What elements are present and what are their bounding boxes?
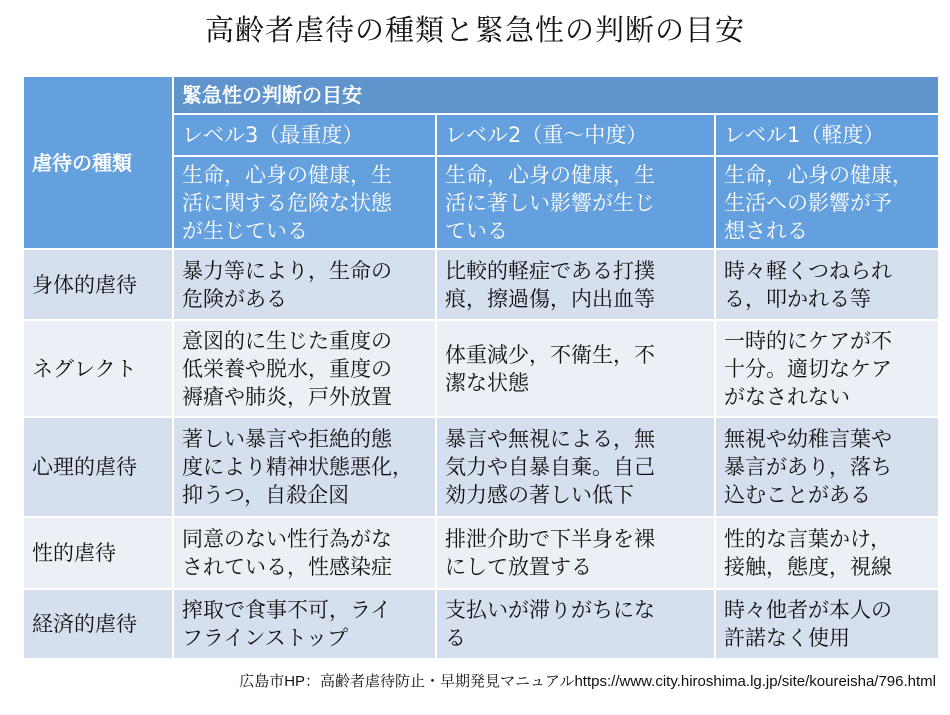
- header-level-1: レベル1（軽度）: [715, 114, 939, 156]
- header-level-2: レベル2（重～中度）: [436, 114, 715, 156]
- cell-level-2: 支払いが滞りがちにな る: [436, 589, 715, 659]
- table-row: [23, 589, 939, 659]
- page-title: 高齢者虐待の種類と緊急性の判断の目安: [204, 13, 745, 47]
- cell-level-2: 排泄介助で下半身を裸 にして放置する: [436, 517, 715, 589]
- table-row: [23, 249, 939, 320]
- cell-level-1: 一時的にケアが不 十分。適切なケア がなされない: [715, 320, 939, 417]
- row-type: 身体的虐待: [23, 249, 173, 320]
- cell-level-3: 同意のない性行為がな されている，性感染症: [173, 517, 436, 589]
- header-level-1-desc: 生命，心身の健康， 生活への影響が予 想される: [715, 156, 939, 249]
- header-level-3: レベル3（最重度）: [173, 114, 436, 156]
- cell-level-1: 時々他者が本人の 許諾なく使用: [715, 589, 939, 659]
- table-row: [23, 517, 939, 589]
- cell-level-1: 無視や幼稚言葉や 暴言があり，落ち 込むことがある: [715, 417, 939, 517]
- source-citation: 広島市HP：高齢者虐待防止・早期発見マニュアルhttps://www.city.hiroshima.lg.jp/site/koureisha/796.html: [239, 673, 936, 690]
- cell-level-2: 体重減少，不衛生，不 潔な状態: [436, 320, 715, 417]
- row-type: 心理的虐待: [23, 417, 173, 517]
- cell-level-3: 暴力等により，生命の 危険がある: [173, 249, 436, 320]
- table-row: [23, 417, 939, 517]
- cell-level-3: 搾取で食事不可，ライ フラインストップ: [173, 589, 436, 659]
- cell-level-2: 比較的軽症である打撲 痕，擦過傷，内出血等: [436, 249, 715, 320]
- row-type: 性的虐待: [23, 517, 173, 589]
- table-row: [23, 320, 939, 417]
- header-abuse-type: 虐待の種類: [23, 76, 173, 249]
- header-urgency: 緊急性の判断の目安: [173, 76, 939, 114]
- cell-level-1: 性的な言葉かけ， 接触，態度，視線: [715, 517, 939, 589]
- cell-level-3: 意図的に生じた重度の 低栄養や脱水，重度の 褥瘡や肺炎，戸外放置: [173, 320, 436, 417]
- cell-level-2: 暴言や無視による，無 気力や自暴自棄。自己 効力感の著しい低下: [436, 417, 715, 517]
- cell-level-1: 時々軽くつねられ る，叩かれる等: [715, 249, 939, 320]
- row-type: ネグレクト: [23, 320, 173, 417]
- cell-level-3: 著しい暴言や拒絶的態 度により精神状態悪化， 抑うつ，自殺企図: [173, 417, 436, 517]
- header-level-2-desc: 生命，心身の健康，生 活に著しい影響が生じ ている: [436, 156, 715, 249]
- row-type: 経済的虐待: [23, 589, 173, 659]
- header-level-3-desc: 生命，心身の健康，生 活に関する危険な状態 が生じている: [173, 156, 436, 249]
- abuse-urgency-table: [22, 75, 940, 660]
